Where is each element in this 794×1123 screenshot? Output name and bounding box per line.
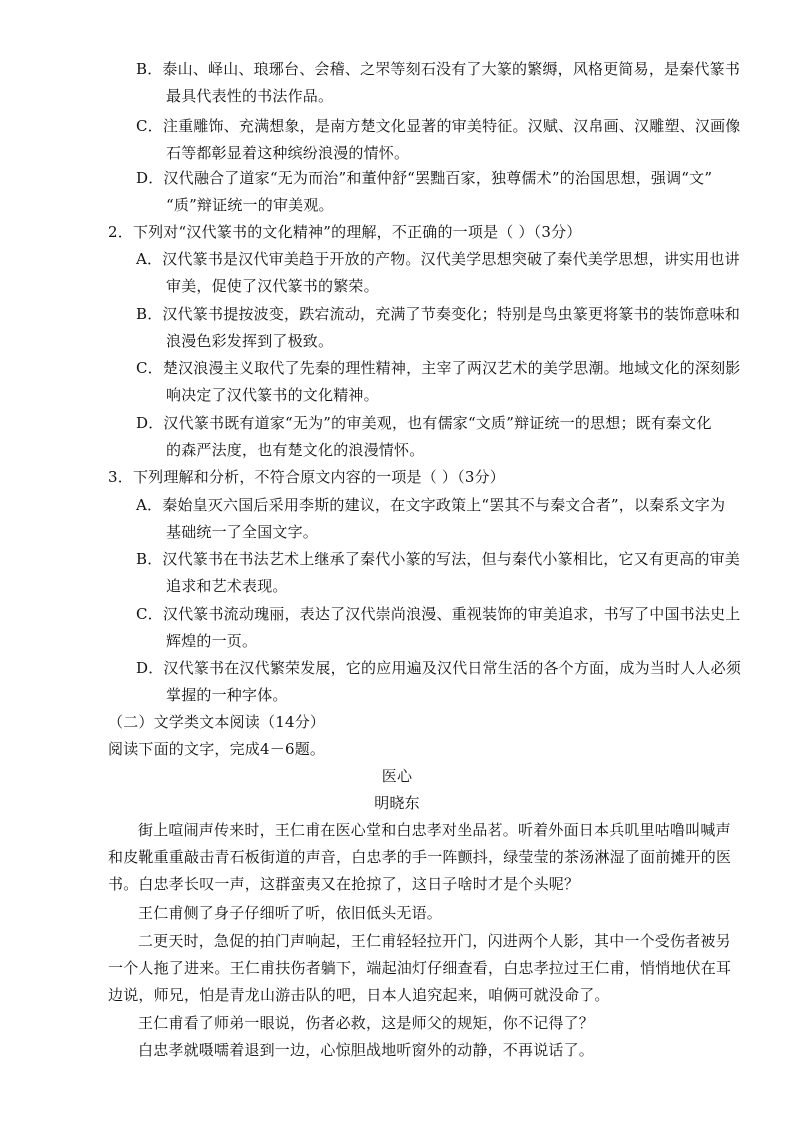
q1-option-c-line1: C．注重雕饰、充满想象，是南方楚文化显著的审美特征。汉赋、汉帛画、汉雕塑、汉画像 <box>136 117 741 135</box>
q1-option-d-line2: “质”辩证统一的审美观。 <box>166 196 334 214</box>
section-instruction: 阅读下面的文字，完成4－6题。 <box>108 740 326 758</box>
story-p3-line2: 一个人拖了进来。王仁甫扶伤者躺下，端起油灯仔细查看，白忠孝拉过王仁甫，悄悄地伏在耳 <box>108 959 732 977</box>
q2-option-b-line2: 浪漫色彩发挥到了极致。 <box>166 332 334 350</box>
story-title: 医心 <box>381 767 413 785</box>
q3-option-c-line2: 辉煌的一页。 <box>166 632 258 650</box>
q2-option-a-line2: 审美，促使了汉代篆书的繁荣。 <box>166 277 379 295</box>
story-p2: 王仁甫侧了身子仔细听了听，依旧低头无语。 <box>138 904 443 922</box>
story-p5: 白忠孝就嗫嚅着退到一边，心惊胆战地听窗外的动静，不再说话了。 <box>138 1041 595 1059</box>
q1-option-c-line2: 石等都彰显着这种缤纷浪漫的情怀。 <box>166 144 410 162</box>
story-p1-line2: 和皮靴重重敲击青石板街道的声音，白忠孝的手一阵颤抖，绿莹莹的茶汤淋湿了面前摊开的医 <box>108 848 732 866</box>
q3-option-d-line2: 掌握的一种字体。 <box>166 686 288 704</box>
q3-option-b-line2: 追求和艺术表现。 <box>166 577 288 595</box>
q2-option-c-line1: C．楚汉浪漫主义取代了先秦的理性精神，主宰了两汉艺术的美学思潮。地域文化的深刻影 <box>136 359 741 377</box>
story-p3-line1: 二更天时，急促的拍门声响起，王仁甫轻轻拉开门，闪进两个人影，其中一个受伤者被另 <box>138 932 731 950</box>
q2-option-a-line1: A．汉代篆书是汉代审美趋于开放的产物。汉代美学思想突破了秦代美学思想，讲实用也讲 <box>136 250 740 268</box>
q3-option-a-line2: 基础统一了全国文字。 <box>166 523 319 541</box>
q2-stem: 2．下列对“汉代篆书的文化精神”的理解，不正确的一项是（ ）（3分） <box>108 223 582 241</box>
story-p1-line3: 书。白忠孝长叹一声，这群蛮夷又在抢掠了，这日子啥时才是个头呢？ <box>108 875 580 893</box>
q1-option-d-line1: D．汉代融合了道家“无为而治”和董仲舒“罢黜百家，独尊儒术”的治国思想，强调“文” <box>136 169 713 187</box>
q2-option-d-line1: D．汉代篆书既有道家“无为”的审美观，也有儒家“文质”辩证统一的思想；既有秦文化 <box>136 414 712 432</box>
q2-option-d-line2: 的森严法度，也有楚文化的浪漫情怀。 <box>166 441 425 459</box>
q2-option-c-line2: 响决定了汉代篆书的文化精神。 <box>166 386 379 404</box>
q1-option-b-line2: 最具代表性的书法作品。 <box>166 87 334 105</box>
story-author: 明晓东 <box>374 794 420 812</box>
section-heading: （二）文学类文本阅读（14分） <box>108 713 326 731</box>
q3-option-d-line1: D．汉代篆书在汉代繁荣发展，它的应用遍及汉代日常生活的各个方面，成为当时人人必须 <box>136 659 742 677</box>
q3-stem: 3．下列理解和分析，不符合原文内容的一项是（ ）（3分） <box>108 468 505 486</box>
q3-option-a-line1: A．秦始皇灭六国后采用李斯的建议，在文字政策上“罢其不与秦文合者”，以秦系文字为 <box>136 496 726 514</box>
q3-option-c-line1: C．汉代篆书流动瑰丽，表达了汉代崇尚浪漫、重视装饰的审美追求，书写了中国书法史上 <box>136 605 741 623</box>
q1-option-b-line1: B．泰山、峄山、琅琊台、会稽、之罘等刻石没有了大篆的繁缛，风格更简易，是秦代篆书 <box>136 60 741 78</box>
story-p4: 王仁甫看了师弟一眼说，伤者必救，这是师父的规矩，你不记得了？ <box>138 1014 595 1032</box>
story-p1-line1: 街上喧闹声传来时，王仁甫在医心堂和白忠孝对坐品茗。听着外面日本兵叽里咕噜叫喊声 <box>138 821 731 839</box>
q3-option-b-line1: B．汉代篆书在书法艺术上继承了秦代小篆的写法，但与秦代小篆相比，它又有更高的审美 <box>136 550 741 568</box>
story-p3-line3: 边说，师兄，怕是青龙山游击队的吧，日本人追究起来，咱俩可就没命了。 <box>108 986 610 1004</box>
q2-option-b-line1: B．汉代篆书提按波变，跌宕流动，充满了节奏变化；特别是鸟虫篆更将篆书的装饰意味和 <box>136 305 741 323</box>
